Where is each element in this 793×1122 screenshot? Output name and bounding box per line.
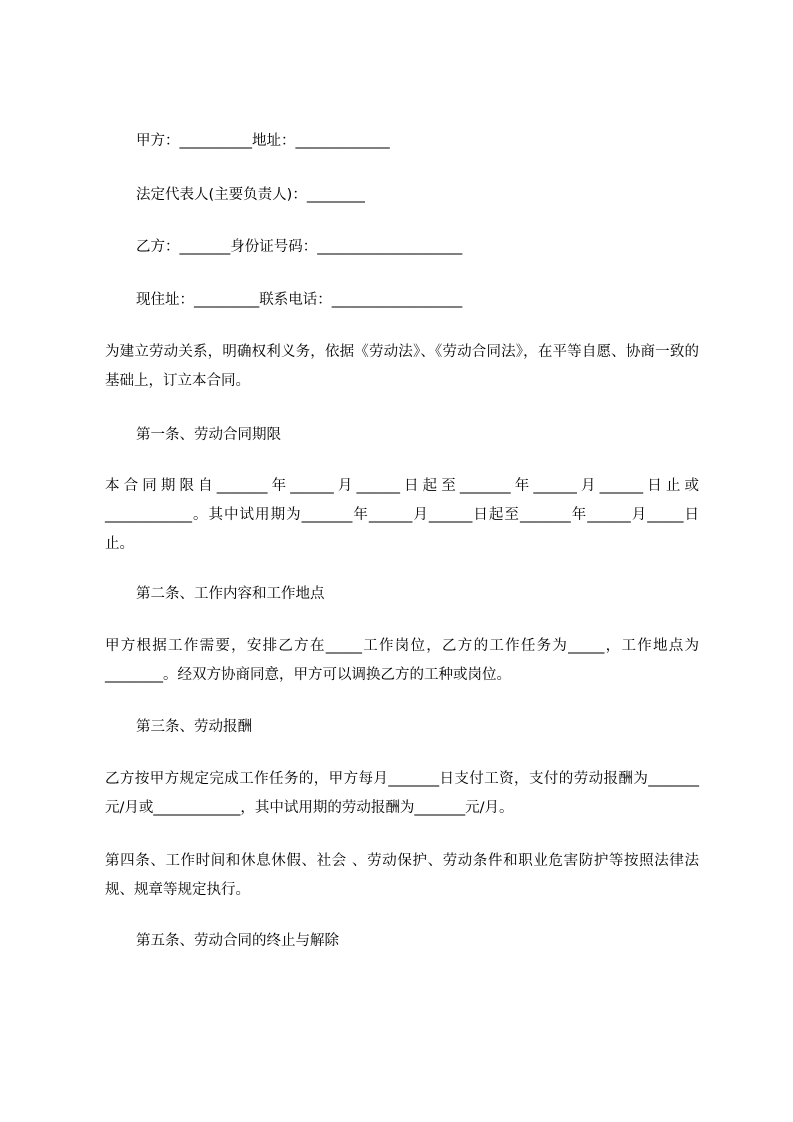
- article-3-paragraph: [105, 765, 699, 823]
- article-4-text: 第四条、工作时间和休息休假、社会 、劳动保护、劳动条件和职业危害防护等按照法律法规、规章等规定执行。: [105, 853, 699, 898]
- party-b-line: 乙方：_______身份证号码：____________________: [136, 239, 463, 255]
- legal-representative-line: 法定代表人(主要负责人)：________: [136, 187, 365, 203]
- article-2-title: 第二条、工作内容和工作地点: [136, 586, 325, 602]
- article-1-text: 本合同期限自_______年______月______日起至_______年______月______日止或____________。其中试用期为_______年______月______日起至_______年______月_____日止。: [105, 478, 699, 552]
- party-a-line: 甲方：__________地址：_____________: [136, 133, 390, 149]
- article-1-title: 第一条、劳动合同期限: [136, 427, 281, 443]
- preamble-text: 为建立劳动关系，明确权利义务，依据《劳动法》、《劳动合同法》，在平等自愿、协商一致的基础上，订立本合同。: [105, 344, 699, 389]
- article-1-paragraph: [105, 472, 699, 559]
- article-2-text: 甲方根据工作需要，安排乙方在_____工作岗位，乙方的工作任务为_____，工作地点为________。经双方协商同意，甲方可以调换乙方的工种或岗位。: [105, 638, 699, 683]
- article-3-title: 第三条、劳动报酬: [136, 719, 252, 735]
- article-4-paragraph: [105, 847, 699, 905]
- article-5-title: 第五条、劳动合同的终止与解除: [136, 933, 339, 949]
- address-phone-line: 现住址：_________联系电话：__________________: [136, 292, 463, 308]
- article-2-paragraph: [105, 632, 699, 690]
- article-3-text: 乙方按甲方规定完成工作任务的，甲方每月_______日支付工资，支付的劳动报酬为_______元/月或____________，其中试用期的劳动报酬为_______元/月。: [105, 771, 699, 816]
- preamble-paragraph: [105, 338, 699, 396]
